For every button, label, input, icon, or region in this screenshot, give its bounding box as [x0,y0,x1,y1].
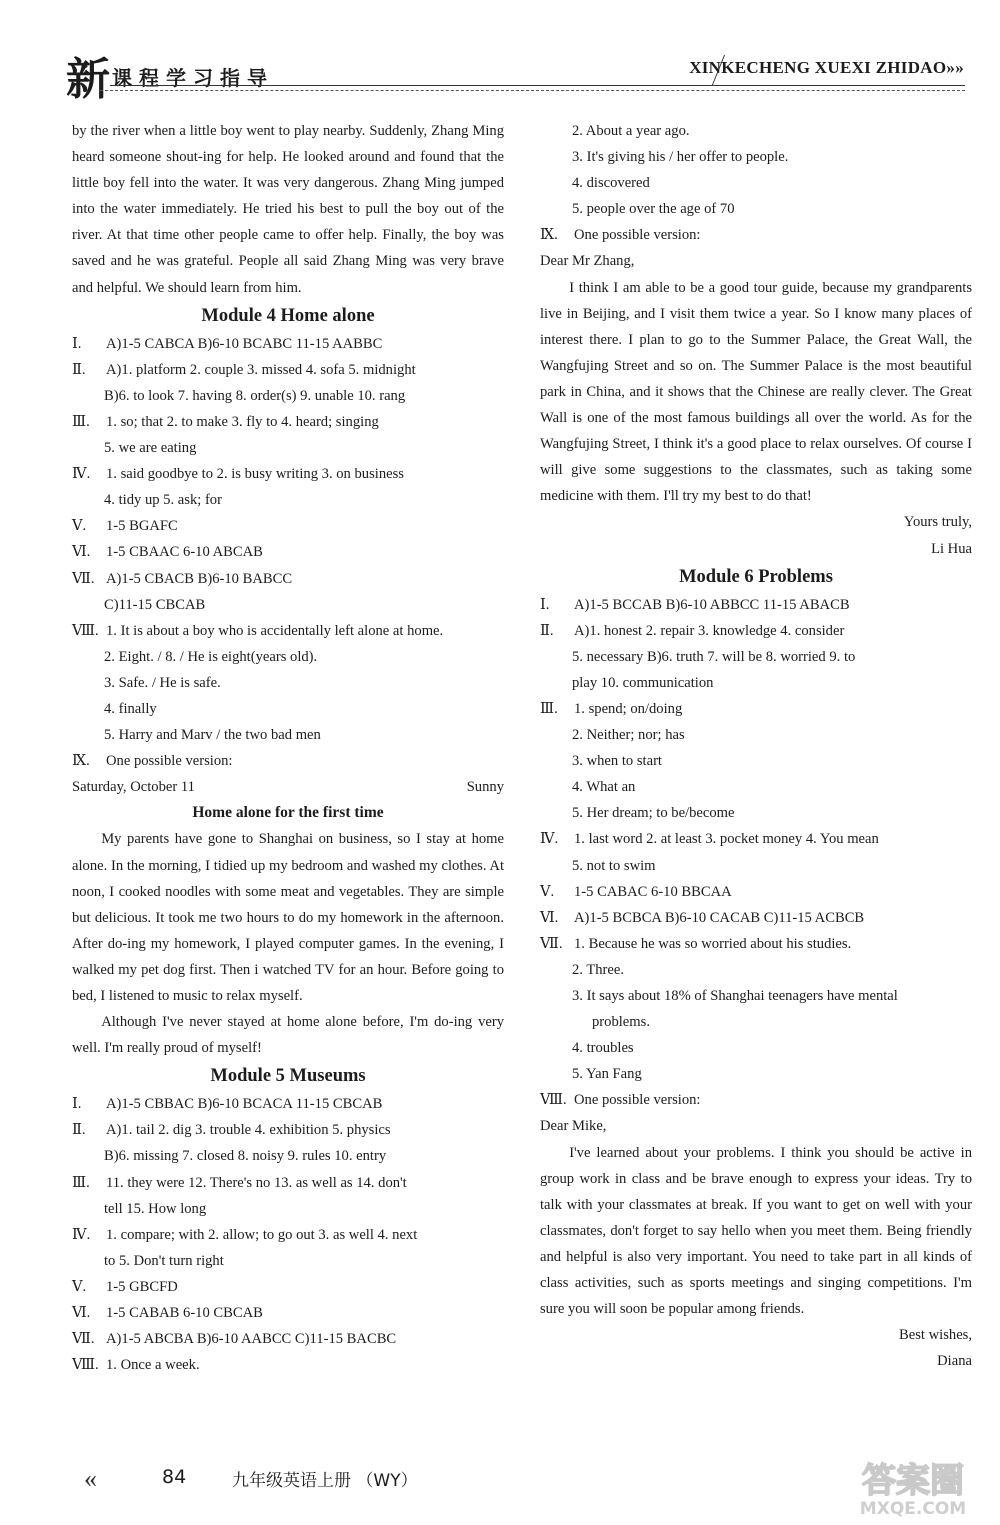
essay-continuation: by the river when a little boy went to play nearby. Suddenly, Zhang Ming heard someone shout-ing for help. He looked around and found that the little boy fell into the water. It was very dangerous. Zhang Ming jumped into the water immediately. He tried his best to pull the boy out of the river. At that time other people came to offer help. Finally, the boy was saved and he was grateful. People all said Zhang Ming was very brave and helpful. We should learn from him. [72,123,504,296]
answer-row: Ⅴ. 1-5 CABAC 6-10 BBCAA [540,883,732,900]
answer-row: Ⅷ. 1. Once a week. [72,1357,200,1374]
answer-row-cont: problems. [592,1014,650,1031]
book-series-title: 课程学习指导 [112,66,274,90]
diary-weather: Sunny [466,779,504,796]
answer-row-cont: 2. Neither; nor; has [572,727,685,744]
module-6-title: Module 6 Problems [679,566,833,587]
answer-row-cont: 2. About a year ago. [572,123,690,139]
answer-row-cont: 4. finally [104,700,157,717]
answer-row: Ⅲ. 1. spend; on/doing [540,700,683,717]
header-dashed-rule [100,90,965,91]
answer-row-cont: 3. Safe. / He is safe. [104,674,221,691]
answer-row-cont: 4. What an [572,779,636,796]
letter-salutation: Dear Mr Zhang, [540,253,635,270]
page-header [0,0,1000,110]
answer-row-cont: C)11-15 CBCAB [104,596,206,613]
letter-closing: Yours truly, [903,514,972,531]
watermark-logo [838,1452,988,1520]
answer-row: Ⅸ. One possible version: [540,227,701,244]
left-column [72,118,504,1378]
page-number: 84 [162,1466,187,1488]
answer-row-cont: 5. Harry and Marv / the two bad men [104,727,321,744]
answer-row-cont: 2. Three. [572,961,625,978]
answer-row: Ⅵ. A)1-5 BCBCA B)6-10 CACAB C)11-15 ACBCB [540,909,865,926]
answer-row: Ⅵ. 1-5 CBAAC 6-10 ABCAB [72,544,263,561]
answer-row-cont: play 10. communication [572,674,714,691]
answer-row-cont: 3. when to start [572,753,662,770]
letter-salutation: Dear Mike, [540,1118,607,1135]
diary-date: Saturday, October 11 [72,779,195,796]
header-rule [110,85,965,86]
answer-row-cont: 5. we are eating [104,440,197,457]
diary-paragraph: Although I've never stayed at home alone before, I'm do-ing very well. I'm really proud of myself! [72,1014,504,1057]
answer-row: Ⅷ. 1. It is about a boy who is accidentally left alone at home. [72,622,444,639]
letter-body: I think I am able to be a good tour guide, because my grandparents live in Beijing, and I visit them twice a year. So I know many places of interest there. I plan to go to the Summer Palace, the Great Wall, the Wangfujing Street and so on. The Summer Palace is the most beautiful park in China, and it shows that the Chinese are really clever. The Great Wall is one of the most famous buildings all over the world. As for the Wangfujing Street, I think it's a good place to relax ourselves. Of course I will give some suggestions to the classmates, such as taking some medicine with them. I'll try my best to do that! [540,279,972,505]
answer-row-cont: 5. people over the age of 70 [572,201,735,218]
diary-paragraph: My parents have gone to Shanghai on business, so I stay at home alone. In the morning, I tidied up my bedroom and washed my clothes. At noon, I cooked noodles with some meat and vegetables. They are simple but delicious. It took me two hours to do my homework in the afternoon. After do-ing my homework, I played computer games. In the evening, I walked my pet dog first. Then i watched TV for an hour. Before going to bed, I listened to music to relax myself. [72,831,504,1004]
module-5-title: Module 5 Museums [210,1066,366,1087]
book-title: 九年级英语上册 （WY） [232,1471,418,1491]
letter-signature: Diana [937,1353,972,1370]
answer-row-cont: 5. necessary B)6. truth 7. will be 8. worried 9. to [572,648,856,665]
answer-row: Ⅰ. A)1-5 BCCAB B)6-10 ABBCC 11-15 ABACB [540,596,850,613]
answer-row-cont: tell 15. How long [104,1200,207,1217]
answer-row: Ⅴ. 1-5 BGAFC [72,518,178,535]
answer-row: Ⅳ. 1. last word 2. at least 3. pocket money 4. You mean [540,831,879,848]
letter-closing: Best wishes, [899,1327,972,1344]
answer-row: Ⅲ. 11. they were 12. There's no 13. as well as 14. don't [72,1174,407,1191]
watermark-text: 答案圈 [862,1461,964,1501]
answer-row-cont: 3. It says about 18% of Shanghai teenagers have mental [572,988,898,1004]
answer-row-cont: B)6. to look 7. having 8. order(s) 9. unable 10. rang [104,387,406,404]
answer-row: Ⅲ. 1. so; that 2. to make 3. fly to 4. heard; singing [72,413,379,430]
answer-row-cont: 4. troubles [572,1040,634,1057]
diary-dateline [72,774,504,800]
answer-row-cont: to 5. Don't turn right [104,1252,224,1269]
answer-row-cont: 3. It's giving his / her offer to people. [572,149,789,166]
answer-row: Ⅶ. 1. Because he was so worried about his studies. [540,935,852,952]
right-column [540,118,972,1374]
answer-row: Ⅶ. A)1-5 CBACB B)6-10 BABCC [72,570,293,587]
answer-row-cont: 5. Yan Fang [572,1066,642,1083]
answer-row-cont: 2. Eight. / 8. / He is eight(years old). [104,648,318,665]
answer-row-cont: 4. discovered [572,175,650,192]
answer-row: Ⅳ. 1. compare; with 2. allow; to go out 3. as well 4. next [72,1226,418,1243]
answer-row: Ⅸ. One possible version: [72,753,233,770]
letter-body: I've learned about your problems. I think you should be active in group work in class and be brave enough to express your ideas. Try to talk with your classmates at break. If you want to get on well with your classmates, don't forget to say hello when you meet them. Being friendly and helpful is also very important. You need to take part in all kinds of class activities, such as sports meetings and singing competitions. I'm sure you will soon be popular among friends. [540,1144,972,1318]
answer-row: Ⅴ. 1-5 GBCFD [72,1278,178,1295]
logo-char: 新 [66,54,110,105]
answer-row-cont: 5. Her dream; to be/become [572,805,735,822]
answer-row: Ⅱ. A)1. honest 2. repair 3. knowledge 4. consider [540,622,845,639]
letter-signature: Li Hua [931,540,972,557]
answer-row-cont: 5. not to swim [572,857,656,874]
book-series-pinyin: XINKECHENG XUEXI ZHIDAO»» [689,58,964,77]
answer-row: Ⅶ. A)1-5 ABCBA B)6-10 AABCC C)11-15 BACBC [72,1331,397,1348]
answer-row-cont: 4. tidy up 5. ask; for [104,492,222,509]
module-4-title: Module 4 Home alone [201,305,375,326]
answer-row: Ⅷ. One possible version: [540,1092,701,1109]
answer-row: Ⅱ. A)1. tail 2. dig 3. trouble 4. exhibition 5. physics [72,1122,391,1139]
answer-row: Ⅱ. A)1. platform 2. couple 3. missed 4. sofa 5. midnight [72,361,416,378]
diary-title: Home alone for the first time [192,804,384,822]
answer-row-cont: B)6. missing 7. closed 8. noisy 9. rules 10. entry [104,1148,387,1165]
answer-row: Ⅰ. A)1-5 CBBAC B)6-10 BCACA 11-15 CBCAB [72,1096,383,1113]
chevron-left-icon: « [84,1464,97,1493]
answer-row: Ⅵ. 1-5 CABAB 6-10 CBCAB [72,1305,263,1322]
answer-row: Ⅰ. A)1-5 CABCA B)6-10 BCABC 11-15 AABBC [72,335,383,352]
watermark-url: MXQE.COM [859,1499,967,1519]
answer-row: Ⅳ. 1. said goodbye to 2. is busy writing 3. on business [72,466,404,483]
